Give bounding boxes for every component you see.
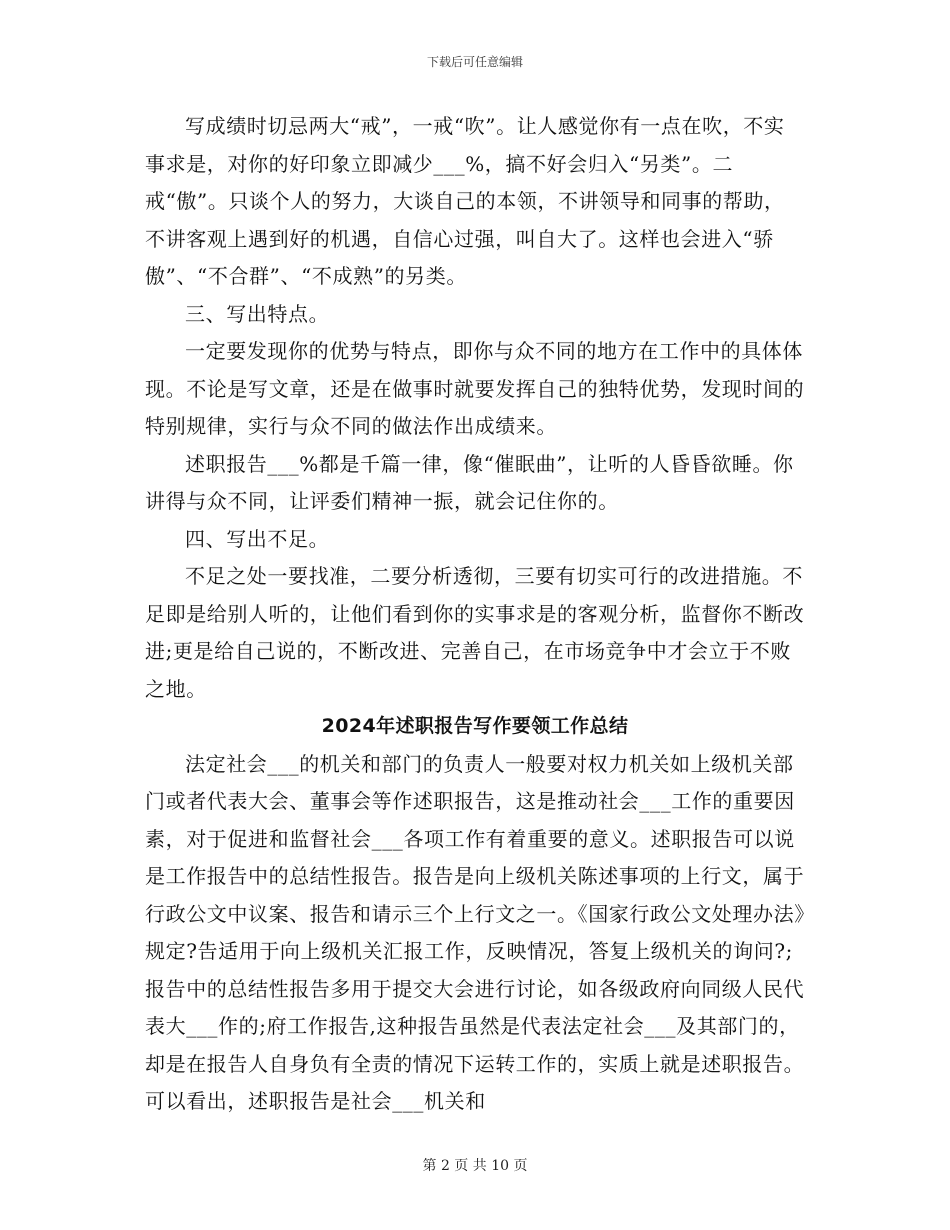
paragraph-achievement-warnings: 写成绩时切忌两大“戒”，一戒“吹”。让人感觉你有一点在吹，不实事求是，对你的好印象立即减少___%，搞不好会归入“另类”。二戒“傲”。只谈个人的努力，大谈自己的本领，不讲领导和同事的帮助，不讲客观上遇到好的机遇，自信心过强，叫自大了。这样也会进入“骄傲”、“不合群”、“不成熟”的另类。 bbox=[145, 114, 785, 288]
document-title: 2024年述职报告写作要领工作总结 bbox=[321, 715, 629, 737]
paragraph-find-strengths: 一定要发现你的优势与特点，即你与众不同的地方在工作中的具体体现。不论是写文章，还是在做事时就要发挥自己的独特优势，发现时间的特别规律，实行与众不同的做法作出成绩来。 bbox=[145, 339, 805, 438]
paragraph-shortcomings: 不足之处一要找准，二要分析透彻，三要有切实可行的改进措施。不足即是给别人听的，让他们看到你的实事求是的客观分析，监督你不断改进;更是给自己说的，不断改进、完善自己，在市场竞争中才会立于不败之地。 bbox=[145, 564, 805, 701]
paragraph-report-definition: 法定社会___的机关和部门的负责人一般要对权力机关如上级机关部门或者代表大会、董事会等作述职报告，这是推动社会___工作的重要因素，对于促进和监督社会___各项工作有着重要的意义。述职报告可以说是工作报告中的总结性报告。报告是向上级机关陈述事项的上行文，属于行政公文中议案、报告和请示三个上行文之一。《国家行政公文处理办法》规定?告适用于向上级机关汇报工作，反映情况，答复上级机关的询问?;报告中的总结性报告多用于提交大会进行讨论，如各级政府向同级人民代表大___作的;府工作报告,这种报告虽然是代表法定社会___及其部门的，却是在报告人自身负有全责的情况下运转工作的，实质上就是述职报告。可以看出，述职报告是社会___机关和 bbox=[145, 751, 805, 1113]
paragraph-be-different: 述职报告___%都是千篇一律，像“催眠曲”，让听的人昏昏欲睡。你讲得与众不同，让评委们精神一振，就会记住你的。 bbox=[145, 451, 794, 513]
document-body bbox=[145, 108, 805, 1121]
header-note: 下载后可任意编辑 bbox=[426, 55, 523, 69]
page-number: 第 2 页 共 10 页 bbox=[422, 1158, 528, 1174]
section-heading-shortcomings: 四、写出不足。 bbox=[185, 526, 330, 551]
section-heading-features: 三、写出特点。 bbox=[185, 301, 330, 326]
